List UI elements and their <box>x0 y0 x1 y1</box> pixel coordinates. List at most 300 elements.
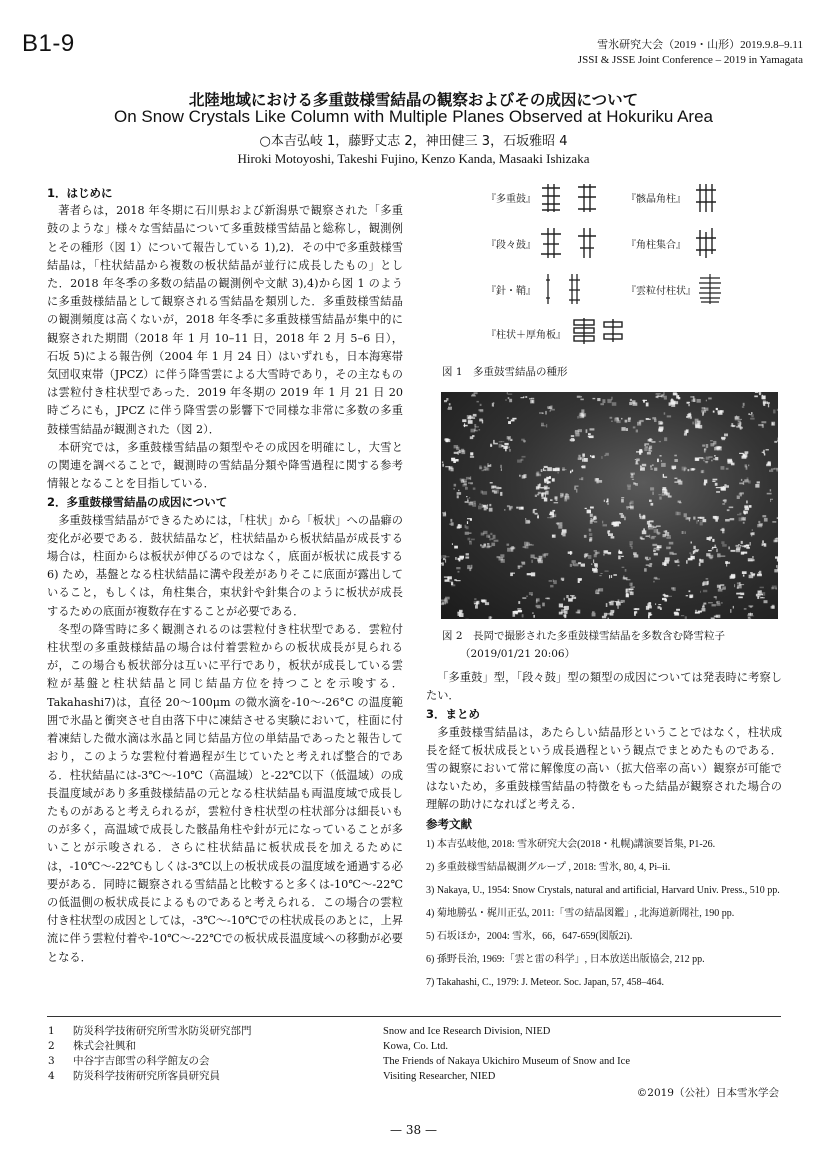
snow-crystal-fleck <box>737 492 744 499</box>
snow-crystal-fleck <box>736 425 743 430</box>
snow-crystal-fleck <box>674 559 679 566</box>
conference-line-en: JSSI & JSSE Joint Conference – 2019 in Yamagata <box>577 54 803 66</box>
snow-crystal-fleck <box>766 461 771 466</box>
snow-crystal-fleck <box>635 463 641 468</box>
snow-crystal-fleck <box>706 553 713 559</box>
snow-crystal-fleck <box>729 547 736 552</box>
snow-crystal-fleck <box>757 571 762 577</box>
snow-crystal-fleck <box>730 574 736 579</box>
snow-crystal-fleck <box>653 577 660 583</box>
snow-crystal-fleck <box>684 429 689 435</box>
snow-crystal-fleck <box>593 398 601 401</box>
snow-crystal-fleck <box>507 436 513 441</box>
snow-crystal-fleck <box>636 449 643 455</box>
rimed-column-crystal-icon <box>696 272 724 306</box>
snow-crystal-fleck <box>537 556 543 563</box>
snow-crystal-fleck <box>727 507 733 512</box>
figure-2-caption-line-2: （2019/01/21 20:06） <box>460 648 576 660</box>
snow-crystal-fleck <box>774 468 778 472</box>
snow-crystal-fleck <box>504 505 513 510</box>
snow-crystal-fleck <box>621 497 624 502</box>
snow-crystal-fleck <box>735 415 742 420</box>
snow-crystal-fleck <box>600 399 605 405</box>
authors-english: Hiroki Motoyoshi, Takeshi Fujino, Kenzo Kanda, Masaaki Ishizaka <box>237 151 590 166</box>
snow-crystal-fleck <box>478 503 483 509</box>
snow-crystal-fleck <box>579 477 583 480</box>
snow-crystal-fleck <box>762 515 767 522</box>
snow-crystal-fleck <box>594 550 600 557</box>
snow-crystal-fleck <box>449 519 453 526</box>
snow-crystal-fleck <box>643 400 649 407</box>
snow-crystal-fleck <box>743 451 749 457</box>
snow-crystal-fleck <box>632 479 638 486</box>
snow-crystal-fleck <box>750 530 754 537</box>
snow-crystal-fleck <box>655 603 662 610</box>
snow-crystal-fleck <box>552 535 556 538</box>
snow-crystal-fleck <box>479 419 483 424</box>
reference-item: 6) 孫野長治, 1969:「雲と雷の科学」, 日本放送出版協会, 212 pp. <box>426 953 705 965</box>
snow-crystal-fleck <box>725 561 730 567</box>
snow-crystal-fleck <box>662 487 667 493</box>
reference-item: 1) 本吉弘岐他, 2018: 雪氷研究大会(2018・札幌)講演要旨集, P1-26. <box>426 838 716 850</box>
affiliation-1: 1 防災科学技術研究所雪氷防災研究部門 <box>48 1025 252 1037</box>
snow-crystal-fleck <box>471 424 478 432</box>
snow-crystal-fleck <box>444 438 450 442</box>
snow-crystal-fleck <box>639 514 645 520</box>
snow-crystal-fleck <box>604 499 609 505</box>
snow-crystal-fleck <box>577 396 584 401</box>
snow-crystal-fleck <box>702 603 707 612</box>
snow-crystal-fleck <box>628 417 631 422</box>
references-heading: 参考文献 <box>426 816 472 831</box>
label-stepped-drum: 『段々鼓』 <box>486 240 536 251</box>
snow-crystal-fleck <box>470 452 474 457</box>
snow-crystal-fleck <box>505 397 512 402</box>
snow-crystal-fleck <box>652 417 656 422</box>
affiliation-en-1: Snow and Ice Research Division, NIED <box>383 1026 551 1037</box>
snow-crystal-fleck <box>586 554 591 559</box>
snow-crystal-fleck <box>672 466 677 470</box>
snow-crystal-fleck <box>467 518 472 524</box>
snow-crystal-fleck <box>578 578 582 583</box>
snow-crystal-fleck <box>714 545 717 552</box>
snow-crystal-fleck <box>454 484 457 490</box>
snow-crystal-fleck <box>718 410 724 415</box>
snow-crystal-fleck <box>681 615 687 619</box>
snow-crystal-fleck <box>644 563 652 572</box>
snow-crystal-fleck <box>666 542 673 549</box>
snow-crystal-fleck <box>526 592 533 597</box>
snow-crystal-fleck <box>653 550 658 556</box>
snow-crystal-fleck <box>702 578 709 586</box>
affiliations-english <box>383 1024 630 1084</box>
snow-crystal-fleck <box>445 466 453 471</box>
affiliation-4: 4 防災科学技術研究所客員研究員 <box>48 1070 220 1082</box>
snow-crystal-fleck <box>691 542 696 550</box>
affiliations-japanese <box>48 1024 252 1084</box>
snow-crystal-fleck <box>714 596 717 599</box>
snow-crystal-fleck <box>767 402 770 407</box>
label-multi-drum: 『多重鼓』 <box>486 194 536 205</box>
snow-crystal-fleck <box>744 501 751 509</box>
snow-crystal-fleck <box>465 532 472 535</box>
snow-crystal-fleck <box>531 555 538 563</box>
snow-crystal-fleck <box>541 423 547 428</box>
snow-crystal-fleck <box>774 438 778 443</box>
snow-crystal-fleck <box>666 535 671 539</box>
snow-crystal-fleck <box>633 552 638 557</box>
snow-crystal-fleck <box>615 601 621 609</box>
snow-crystal-fleck <box>700 590 707 593</box>
snow-crystal-fleck <box>633 426 638 432</box>
snow-crystal-fleck <box>775 556 778 561</box>
snow-crystal-fleck <box>742 403 745 408</box>
snow-crystal-fleck <box>517 456 525 463</box>
snow-crystal-fleck <box>630 583 633 586</box>
section-2-paragraph-2: 冬型の降雪時に多く観測されるのは雲粒付き柱状型である．雲粒付柱状型の多重鼓様結晶の場合は付着雲粒からの板状成長が見られるが，この場合も板状部分は互いに平行であり，板状が成長している雲粒が基盤と柱状結晶と同じ結晶方位を持つことを示唆する．Takahashi7)は，直径 20〜100μm の微水滴を-10〜-26°C の温度範囲で氷晶と衝突させ自由落下中に凍結させる実験において，柱面に付着凍結した微水滴は氷晶と同じ結晶方位の単結晶であったと報告しており，このような雲粒付着過程が生じていたと考えれば整合的である．柱状結晶には-3℃〜-10℃（高温域）と-22℃以下（低温域）の成長温度域があり多重鼓様結晶の元となる柱状結晶も両温度域で成長したものがあると考えられるが，雲粒付き柱状型の柱状部分は細長いものが多く，高温域で成長した骸晶角柱や針が元になっていることが多いことが示唆される．さらに柱状結晶に板状成長を加えるためには，-10℃〜-22℃もしくは-3℃以上の板状成長の温度域を通過する必要がある．同時に観察される雪結晶と比較すると多くは-10℃〜-22℃の低温側の板状成長によるものであると考えられる．この場合の雲粒付き柱状型の成因としては，-3℃〜-10℃での柱状成長のあとに，上昇流に伴う雲粒付着や-10℃〜-22℃での板状成長温度域への移動が必要となる． <box>47 622 404 964</box>
snow-crystal-fleck <box>507 418 517 425</box>
snow-crystal-fleck <box>537 515 539 519</box>
left-column <box>47 184 403 967</box>
snow-crystal-fleck <box>637 420 644 426</box>
snow-crystal-fleck <box>711 615 721 619</box>
snow-crystal-fleck <box>536 472 541 477</box>
snow-crystal-fleck <box>561 578 564 581</box>
snow-crystal-fleck <box>601 453 609 459</box>
snow-crystal-fleck <box>576 610 581 614</box>
label-skeletal-column: 『骸晶角柱』 <box>626 194 686 205</box>
section-2-continuation: 「多重鼓」型，「段々鼓」型の類型の成因については発表時に考察したい． <box>426 671 782 703</box>
snow-crystal-fleck <box>478 409 483 412</box>
snow-crystal-fleck <box>570 560 579 567</box>
snow-crystal-fleck <box>521 396 528 398</box>
snow-crystal-fleck <box>758 421 766 428</box>
snow-crystal-fleck <box>743 508 749 515</box>
snow-crystal-fleck <box>650 487 654 495</box>
snow-crystal-fleck <box>462 419 472 427</box>
section-3-heading: 3．まとめ <box>426 707 481 722</box>
snow-crystal-fleck <box>629 399 637 406</box>
figure-1-caption: 図 1 多重鼓雪結晶の種形 <box>442 366 568 378</box>
snow-crystal-fleck <box>649 500 653 506</box>
snow-crystal-fleck <box>678 501 682 504</box>
paper-code: B1-9 <box>22 30 75 57</box>
snow-crystal-fleck <box>525 518 530 524</box>
snow-crystal-fleck <box>607 397 616 406</box>
snow-crystal-fleck <box>581 466 585 469</box>
right-column <box>426 669 782 994</box>
snow-crystal-fleck <box>770 499 773 502</box>
section-2-heading: 2．多重鼓様雪結晶の成因について <box>47 495 228 510</box>
snow-crystal-fleck <box>465 496 468 503</box>
label-column-assemblage: 『角柱集合』 <box>626 240 686 251</box>
snow-crystal-fleck <box>518 562 526 570</box>
snow-crystal-fleck <box>606 601 615 607</box>
snow-crystal-fleck <box>640 536 650 540</box>
copyright: ©2019（公社）日本雪氷学会 <box>636 1087 779 1099</box>
snow-crystal-fleck <box>701 407 708 413</box>
snow-crystal-fleck <box>578 562 585 567</box>
snow-crystal-fleck <box>444 398 448 402</box>
snow-crystal-fleck <box>441 602 446 605</box>
snow-crystal-fleck <box>727 459 734 466</box>
snow-crystal-fleck <box>442 461 444 466</box>
snow-crystal-fleck <box>595 588 603 594</box>
snow-crystal-fleck <box>549 579 557 587</box>
snow-crystal-fleck <box>470 435 475 439</box>
snow-crystal-fleck <box>521 439 526 443</box>
snow-crystal-fleck <box>721 466 729 470</box>
snow-crystal-fleck <box>468 538 475 545</box>
section-1-paragraph-2: 本研究では，多重鼓様雪結晶の類型やその成因を明確にし，大雪との関連を調べることで，観測時の雪結晶分類や降雪過程に関する参考情報となることを目指している． <box>47 440 403 491</box>
snow-crystal-fleck <box>457 490 462 499</box>
affiliation-en-2: Kowa, Co. Ltd. <box>383 1041 449 1052</box>
snow-crystal-fleck <box>457 524 462 529</box>
snow-crystal-fleck <box>454 445 460 450</box>
snow-crystal-fleck <box>510 573 515 577</box>
snow-crystal-fleck <box>686 556 695 564</box>
snow-crystal-fleck <box>511 546 514 552</box>
conference-info <box>578 38 803 68</box>
snow-crystal-fleck <box>490 482 497 488</box>
snow-crystal-fleck <box>706 398 712 402</box>
snow-crystal-fleck <box>547 405 555 410</box>
reference-item: 3) Nakaya, U., 1954: Snow Crystals, natural and artificial, Harvard Univ. Press., 510 pp. <box>426 884 780 896</box>
snow-crystal-fleck <box>467 415 473 420</box>
snow-crystal-fleck <box>595 478 602 483</box>
snow-crystal-fleck <box>480 544 486 549</box>
snow-crystal-fleck <box>710 440 716 446</box>
snow-crystal-fleck <box>570 435 575 441</box>
snow-crystal-fleck <box>656 545 661 550</box>
snow-crystal-fleck <box>645 557 651 561</box>
snow-crystal-fleck <box>487 543 495 548</box>
snow-crystal-fleck <box>481 599 489 605</box>
reference-item: 2) 多重鼓様雪結晶観測グループ , 2018: 雪氷, 80, 4, Pi–ii. <box>426 861 671 873</box>
snow-crystal-fleck <box>769 468 774 472</box>
snow-crystal-fleck <box>521 614 528 619</box>
snow-crystal-fleck <box>767 489 772 494</box>
snow-crystal-fleck <box>701 470 705 473</box>
snow-crystal-fleck <box>471 392 478 396</box>
snow-crystal-fleck <box>497 554 505 563</box>
snow-crystal-fleck <box>609 574 617 578</box>
snow-crystal-fleck <box>533 509 538 515</box>
snow-crystal-fleck <box>586 428 595 433</box>
snow-crystal-fleck <box>452 543 458 548</box>
snow-crystal-fleck <box>698 517 707 522</box>
snow-crystal-fleck <box>536 598 540 603</box>
snow-crystal-fleck <box>664 412 671 417</box>
snow-crystal-fleck <box>574 486 578 493</box>
skeletal-column-crystal-icon <box>692 182 720 214</box>
snow-crystal-fleck <box>712 479 717 486</box>
authors-japanese: ○本吉弘岐 1，藤野丈志 2，神田健三 3，石坂雅昭 4 <box>259 134 568 149</box>
conference-line-ja: 雪氷研究大会（2019・山形）2019.9.8–9.11 <box>597 39 803 51</box>
snow-crystal-fleck <box>654 529 661 535</box>
snow-crystal-fleck <box>487 504 493 512</box>
snow-crystal-fleck <box>761 395 765 400</box>
snow-crystal-fleck <box>607 530 614 538</box>
snow-crystal-fleck <box>708 602 716 606</box>
footnote-divider <box>47 1016 781 1017</box>
snow-crystal-fleck <box>663 474 667 478</box>
reference-item: 4) 菊地勝弘・梶川正弘, 2011:「雪の結晶図鑑」, 北海道新聞社, 190 pp. <box>426 907 735 919</box>
snow-crystal-fleck <box>529 544 534 546</box>
snow-crystal-fleck <box>688 468 696 471</box>
section-1-heading: 1．はじめに <box>47 186 113 200</box>
reference-list <box>426 833 782 994</box>
affiliation-en-3: The Friends of Nakaya Ukichiro Museum of Snow and Ice <box>383 1056 630 1067</box>
figure-2-snow-particles-photo <box>441 392 778 619</box>
snow-crystal-fleck <box>707 537 715 542</box>
snow-crystal-fleck <box>730 606 734 613</box>
column-assemblage-crystal-icon <box>692 226 720 260</box>
figure-2-caption <box>442 627 782 663</box>
snow-crystal-fleck <box>602 521 607 527</box>
snow-crystal-fleck <box>646 418 651 420</box>
multi-drum-crystal-icon <box>538 182 608 214</box>
snow-crystal-fleck <box>713 455 718 460</box>
snow-crystal-fleck <box>536 484 544 490</box>
snow-crystal-fleck <box>762 540 767 546</box>
figure-1-crystal-types <box>478 180 726 348</box>
snow-crystal-fleck <box>614 418 620 424</box>
snow-crystal-fleck <box>618 550 621 560</box>
snow-crystal-fleck <box>695 610 702 614</box>
snow-crystal-fleck <box>623 577 628 579</box>
snow-crystal-fleck <box>556 522 563 529</box>
snow-crystal-fleck <box>708 547 717 552</box>
snow-crystal-fleck <box>757 521 763 527</box>
snow-crystal-fleck <box>682 467 687 472</box>
snow-crystal-fleck <box>716 601 723 606</box>
snow-crystal-fleck <box>646 602 652 610</box>
snow-crystal-fleck <box>649 535 656 540</box>
title-english: On Snow Crystals Like Column with Multiple Planes Observed at Hokuriku Area <box>113 107 714 126</box>
snow-crystal-fleck <box>610 610 615 616</box>
snow-crystal-fleck <box>755 481 760 487</box>
snow-crystal-fleck <box>713 408 718 413</box>
snow-crystal-fleck <box>642 528 647 534</box>
snow-crystal-fleck <box>771 605 775 609</box>
snow-crystal-fleck <box>673 392 681 399</box>
snow-crystal-fleck <box>561 529 567 536</box>
snow-crystal-fleck <box>773 409 778 414</box>
snow-crystal-fleck <box>721 541 726 546</box>
snow-crystal-fleck <box>676 512 681 516</box>
snow-crystal-fleck <box>634 608 640 616</box>
snow-crystal-fleck <box>448 403 452 410</box>
snow-crystal-fleck <box>542 553 548 557</box>
snow-crystal-fleck <box>652 544 657 549</box>
snow-crystal-fleck <box>577 415 580 419</box>
snow-crystal-fleck <box>717 553 725 557</box>
snow-crystal-fleck <box>535 492 541 497</box>
snow-crystal-fleck <box>748 556 755 561</box>
snow-crystal-fleck <box>500 465 502 471</box>
snow-crystal-fleck <box>483 505 487 511</box>
snow-crystal-fleck <box>774 535 779 542</box>
snow-crystal-fleck <box>490 440 498 447</box>
snow-crystal-fleck <box>629 541 632 549</box>
snow-crystal-fleck <box>488 463 492 467</box>
snow-crystal-fleck <box>674 609 680 616</box>
snow-crystal-fleck <box>451 579 461 585</box>
snow-crystal-fleck <box>725 518 734 521</box>
snow-crystal-fleck <box>592 611 596 616</box>
snow-crystal-fleck <box>516 507 524 510</box>
snow-crystal-fleck <box>477 401 482 406</box>
snow-crystal-fleck <box>523 542 530 549</box>
snow-crystal-fleck <box>542 598 550 607</box>
snow-crystal-fleck <box>721 434 728 441</box>
snow-crystal-fleck <box>532 612 535 617</box>
title-japanese: 北陸地域における多重鼓様雪結晶の観察およびその成因について <box>188 91 639 109</box>
snow-crystal-fleck <box>589 529 593 537</box>
snow-crystal-fleck <box>674 455 678 462</box>
snow-crystal-fleck <box>550 496 558 503</box>
page-number: — 38 — <box>390 1123 437 1137</box>
snow-crystal-fleck <box>456 567 460 573</box>
snow-crystal-fleck <box>648 612 652 618</box>
snow-crystal-fleck <box>590 455 595 458</box>
snow-crystal-fleck <box>659 437 667 442</box>
label-column-thick-plate: 『柱状＋厚角板』 <box>486 330 566 341</box>
snow-crystal-fleck <box>713 516 719 522</box>
snow-crystal-fleck <box>599 571 608 577</box>
snow-crystal-fleck <box>671 587 676 591</box>
snow-crystal-fleck <box>442 512 446 517</box>
snow-crystal-fleck <box>745 464 750 469</box>
snow-crystal-fleck <box>465 525 469 530</box>
needle-sheath-crystal-icon <box>540 272 590 306</box>
snow-crystal-fleck <box>568 551 573 555</box>
snow-crystal-fleck <box>621 427 628 431</box>
snow-crystal-fleck <box>619 513 625 520</box>
reference-item: 7) Takahashi, C., 1979: J. Meteor. Soc. Japan, 57, 458–464. <box>426 976 664 988</box>
snow-crystal-fleck <box>661 392 667 400</box>
snow-crystal-fleck <box>749 572 756 578</box>
snow-crystal-fleck <box>585 507 594 514</box>
section-3-paragraph: 多重鼓様雪結晶は，あたらしい結晶形ということではなく，柱状成長を経て板状成長という成長過程という観点でまとめたものである．雪の観察において常に解像度の高い（拡大倍率の高い）観察が可能ではないため，多重鼓様雪結晶の特徴をもった結晶が観察された場合の理解の助けになればと考える． <box>426 725 782 812</box>
snow-crystal-fleck <box>519 474 527 479</box>
snow-crystal-fleck <box>762 449 769 455</box>
snow-crystal-fleck <box>631 473 634 477</box>
snow-crystal-fleck <box>704 480 708 486</box>
snow-crystal-fleck <box>501 443 508 451</box>
snow-crystals-photo-texture <box>441 392 778 619</box>
affiliation-en-4: Visiting Researcher, NIED <box>383 1071 496 1082</box>
affiliation-3: 3 中谷宇吉郎雪の科学館友の会 <box>48 1055 210 1067</box>
snow-crystal-fleck <box>461 449 465 454</box>
snow-crystal-fleck <box>529 398 534 404</box>
snow-crystal-fleck <box>457 610 463 617</box>
snow-crystal-fleck <box>772 517 778 522</box>
snow-crystal-fleck <box>687 402 690 406</box>
snow-crystal-fleck <box>771 422 775 426</box>
snow-crystal-fleck <box>661 460 666 467</box>
snow-crystal-fleck <box>653 525 661 528</box>
snow-crystal-fleck <box>622 567 627 572</box>
label-needle-sheath: 『針・鞘』 <box>486 286 536 297</box>
snow-crystal-fleck <box>669 552 676 555</box>
snow-crystal-fleck <box>451 458 458 463</box>
snow-crystal-fleck <box>744 605 753 609</box>
snow-crystal-fleck <box>492 402 495 406</box>
affiliation-2: 2 株式会社興和 <box>48 1040 136 1052</box>
snow-crystal-fleck <box>736 545 741 552</box>
